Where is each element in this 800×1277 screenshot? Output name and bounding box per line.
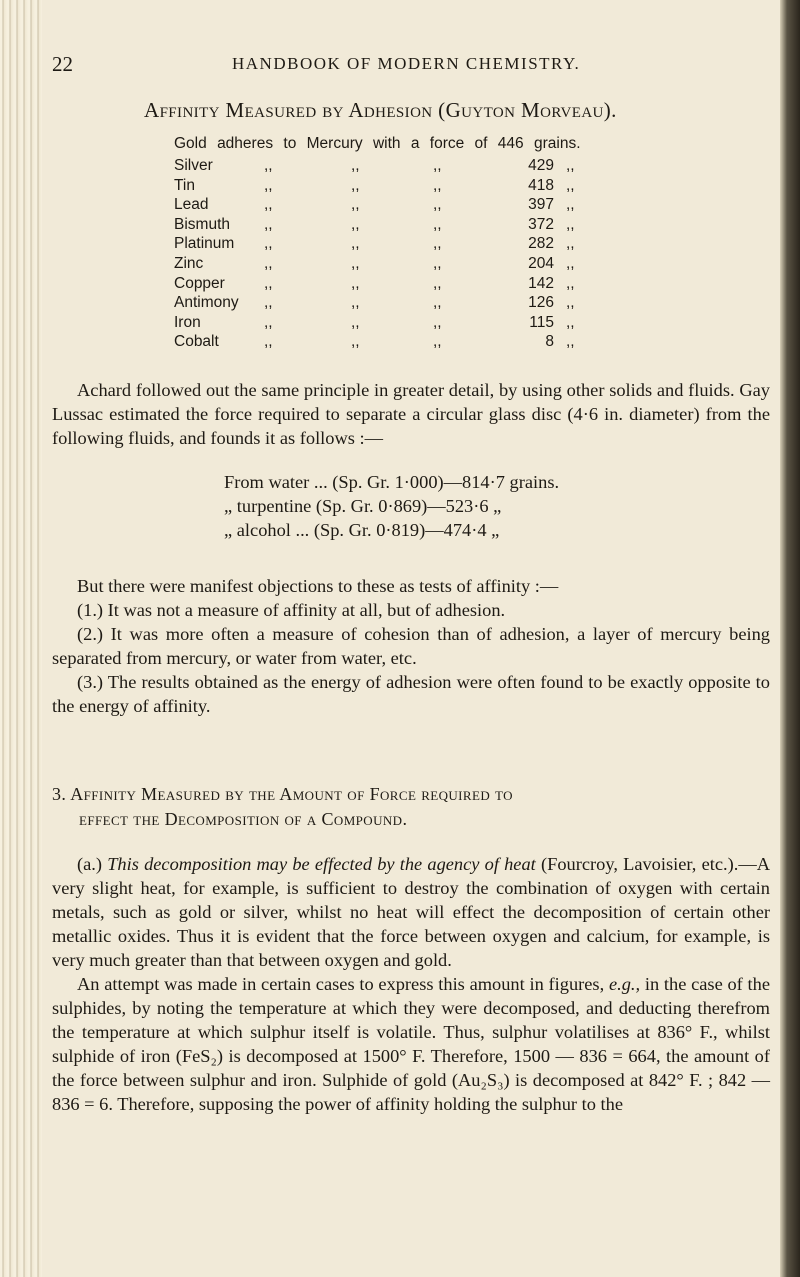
ditto-mark: ,, [433,333,442,351]
ditto-mark: ,, [351,157,360,174]
section3-title-line2: effect the Decomposition of a Compound. [79,809,408,829]
ditto-mark: ,, [433,176,442,194]
ditto-mark: ,, [351,215,360,233]
table-header-word: to [283,135,297,152]
ditto-mark: ,, [351,294,360,312]
metal-name: Platinum [174,235,235,253]
section-title-adhesion: Affinity Measured by Adhesion (Guyton Morveau). [144,98,617,122]
force-value: 126 [528,294,554,312]
fluid-line: „ turpentine (Sp. Gr. 0·869)—523·6 „ [224,496,502,516]
ditto-mark: ,, [433,255,442,272]
page-gutter-left [0,0,42,1277]
ditto-mark: ,, [351,196,360,214]
table-header-word: a [410,135,420,152]
paragraph-b-text: in the case of the sulphides, by noting the temperature at which they were decomposed, and deducting therefrom the temperature at which sulphur itself is volatile. Thus, sulphur volatilises at 836° F., whilst sulphide of iron (FeS₂) is decomposed at 1500° F. Therefore, 1500 — 836 = 664, the amount of the force between sulphur and iron. Sulphide of gold (Au₂S₃) is decomposed at 842° F. ; 842 — 836 = 6. Therefore, supposing the power of affinity holding the sulphur to the [52,974,770,1114]
paragraph-a-italic: This decomposition may be effected by the agency of heat [107,854,536,874]
ditto-mark: ,, [433,235,442,253]
ditto-mark: ,, [351,333,360,351]
achard-paragraph-block [52,378,770,450]
ditto-mark: ,, [264,215,273,233]
table-header-word: Mercury [306,135,363,152]
objections-block [52,574,770,718]
ditto-mark: ,, [264,176,273,194]
ditto-mark: ,, [566,333,575,351]
table-header-word: Gold [174,135,207,152]
table-header-word: 446 [497,135,524,152]
force-value: 142 [528,274,554,292]
objections-intro: But there were manifest objections to these as tests of affinity :— [77,576,559,596]
ditto-mark: ,, [566,255,575,272]
metal-name: Lead [174,196,209,214]
ditto-mark: ,, [566,157,575,174]
table-header-word: grains. [533,135,581,152]
table-row [174,216,654,236]
force-value: 429 [528,157,554,174]
table-row [174,177,654,197]
table-row [174,235,654,255]
ditto-mark: ,, [264,255,273,272]
metal-name: Antimony [174,294,239,312]
paragraph-a-label: (a.) [77,854,103,874]
metal-name: Copper [174,274,225,292]
paragraph-a [52,852,770,972]
paragraph-b [52,972,770,1116]
fluids-list [224,470,559,542]
section3-body [52,852,770,1116]
ditto-mark: ,, [351,255,360,272]
paragraph-a-text: (Fourcroy, Lavoisier, etc.).—A very slight heat, for example, is sufficient to destroy the combination of oxygen with certain metals, such as gold or silver, whilst no heat will effect the decomposition of certain other metallic oxides. Thus it is evident that the force between oxygen and calcium, for example, is very much greater than that between oxygen and gold. [52,854,771,970]
table-row [174,294,654,314]
ditto-mark: ,, [351,274,360,292]
ditto-mark: ,, [264,157,273,174]
force-value: 372 [528,215,554,233]
table-row [174,333,654,353]
fluid-line: „ alcohol ... (Sp. Gr. 0·819)—474·4 „ [224,520,500,540]
force-value: 418 [528,176,554,194]
section-title-decomposition [52,782,770,832]
force-value: 8 [545,333,554,351]
ditto-mark: ,, [433,196,442,214]
ditto-mark: ,, [433,157,442,174]
ditto-mark: ,, [566,313,575,331]
force-value: 397 [528,196,554,214]
ditto-mark: ,, [566,235,575,253]
table-row [174,157,654,177]
metal-name: Cobalt [174,333,219,351]
ditto-mark: ,, [566,176,575,194]
table-row [174,196,654,216]
table-header-word: adheres [217,135,274,152]
fluid-line: From water ... (Sp. Gr. 1·000)—814·7 grains. [224,472,560,492]
objection-item: (3.) The results obtained as the energy of adhesion were often found to be exactly opposite to the energy of affinity. [52,672,770,716]
table-row [174,255,654,275]
ditto-mark: ,, [351,235,360,253]
achard-paragraph: Achard followed out the same principle in greater detail, by using other solids and fluids. Gay Lussac estimated the force required to separate a circular glass disc (4·6 in. diameter) from the following fluids, and founds it as follows :— [52,380,770,448]
force-value: 282 [528,235,554,253]
paragraph-b-eg: e.g., [608,974,641,994]
metal-name: Tin [174,176,195,194]
page-header [52,52,770,76]
metal-name: Silver [174,157,213,174]
ditto-mark: ,, [566,196,575,214]
metal-name: Zinc [174,255,204,272]
ditto-mark: ,, [264,333,273,351]
table-row [174,314,654,334]
ditto-mark: ,, [264,294,273,312]
table-header-word: force [429,135,465,152]
ditto-mark: ,, [351,313,360,331]
metal-name: Bismuth [174,215,230,233]
ditto-mark: ,, [433,294,442,312]
section3-title-line1: 3. Affinity Measured by the Amount of Force required to [52,784,513,804]
force-value: 204 [528,255,554,272]
ditto-mark: ,, [264,274,273,292]
running-title: HANDBOOK OF MODERN CHEMISTRY. [232,54,581,73]
table-header-word: of [474,135,488,152]
ditto-mark: ,, [566,294,575,312]
table-row [174,275,654,295]
metal-name: Iron [174,313,201,331]
ditto-mark: ,, [566,215,575,233]
ditto-mark: ,, [264,235,273,253]
book-page [52,0,770,1277]
ditto-mark: ,, [566,274,575,292]
table-header-word: with [372,135,401,152]
objection-item: (1.) It was not a measure of affinity at all, but of adhesion. [77,600,506,620]
objection-item: (2.) It was more often a measure of cohesion than of adhesion, a layer of mercury being separated from mercury, or water from water, etc. [52,624,770,668]
page-number: 22 [52,52,73,76]
ditto-mark: ,, [264,196,273,214]
ditto-mark: ,, [433,215,442,233]
ditto-mark: ,, [433,313,442,331]
force-value: 115 [529,313,554,331]
ditto-mark: ,, [433,274,442,292]
table-header [174,135,587,153]
ditto-mark: ,, [351,176,360,194]
page-gutter-right [780,0,800,1277]
ditto-mark: ,, [264,313,273,331]
paragraph-b-start: An attempt was made in certain cases to express this amount in figures, [77,974,605,994]
